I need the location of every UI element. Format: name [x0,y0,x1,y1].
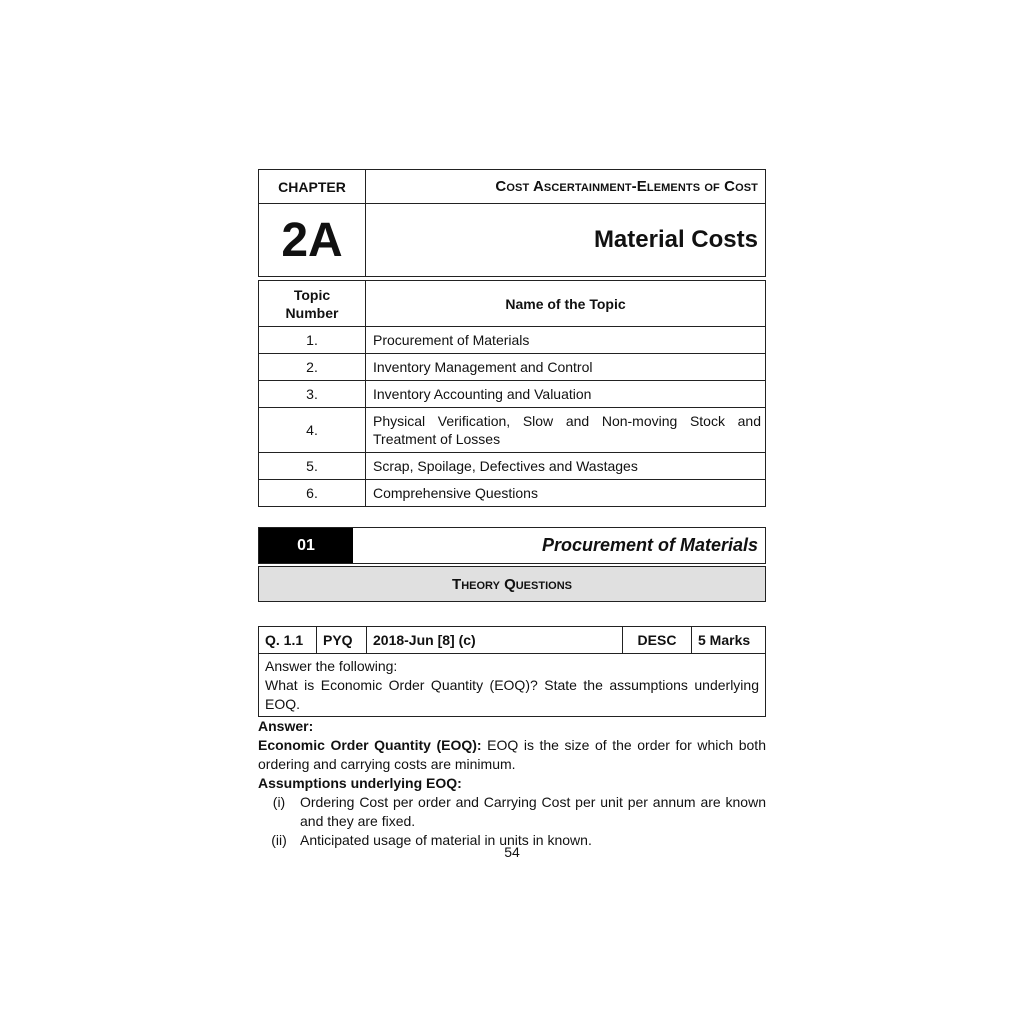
chapter-name: Material Costs [366,204,766,277]
topic-name: Physical Verification, Slow and Non-moving Stock and Treatment of Losses [366,408,766,453]
topic-name: Comprehensive Questions [366,480,766,507]
chapter-header [258,169,766,277]
chapter-title: Cost Ascertainment-Elements of Cost [366,170,766,204]
assumptions-heading: Assumptions underlying EOQ: [258,775,462,791]
topic-number: 2. [259,354,366,381]
question-source: 2018-Jun [8] (c) [367,627,623,654]
chapter-label: CHAPTER [259,170,366,204]
question-line: Answer the following: [265,658,398,674]
section-header [258,527,766,564]
topic-number: 3. [259,381,366,408]
topic-name: Procurement of Materials [366,327,766,354]
topic-number-header: Topic Number [259,281,366,327]
table-row [259,408,766,453]
topic-name: Inventory Accounting and Valuation [366,381,766,408]
section-number: 01 [259,528,353,563]
table-row [259,480,766,507]
list-marker: (i) [272,794,286,810]
topic-name: Inventory Management and Control [366,354,766,381]
table-row [259,354,766,381]
question-type: PYQ [317,627,367,654]
question-category: DESC [623,627,692,654]
topic-number: 1. [259,327,366,354]
list-text: Anticipated usage of material in units in known. [300,832,592,848]
eoq-definition [258,736,766,774]
theory-questions-header: Theory Questions [258,566,766,602]
topics-header-row [259,281,766,327]
eoq-text: EOQ is the size of the order for which both ordering and carrying costs are minimum. [258,737,766,772]
topic-name: Scrap, Spoilage, Defectives and Wastages [366,453,766,480]
topic-number: 5. [259,453,366,480]
chapter-number: 2A [259,204,366,277]
question-body [258,654,766,717]
page-number: 54 [504,844,520,860]
answer-heading: Answer: [258,718,314,734]
table-row [259,453,766,480]
list-item [258,793,766,831]
answer-block [258,717,766,850]
question-marks: 5 Marks [692,627,766,654]
list-text: Ordering Cost per order and Carrying Cost per unit per annum are known and they are fixed. [300,794,766,829]
topic-number: 6. [259,480,366,507]
topic-name-header: Name of the Topic [366,281,766,327]
topic-number: 4. [259,408,366,453]
document-page [258,169,766,850]
list-marker: (ii) [271,832,287,848]
section-title: Procurement of Materials [541,535,758,555]
question-line: What is Economic Order Quantity (EOQ)? State the assumptions underlying EOQ. [265,677,759,712]
eoq-term: Economic Order Quantity (EOQ): [258,737,482,753]
table-row [259,327,766,354]
topics-table [258,280,766,507]
question-meta [258,626,766,654]
table-row [259,381,766,408]
question-number: Q. 1.1 [259,627,317,654]
